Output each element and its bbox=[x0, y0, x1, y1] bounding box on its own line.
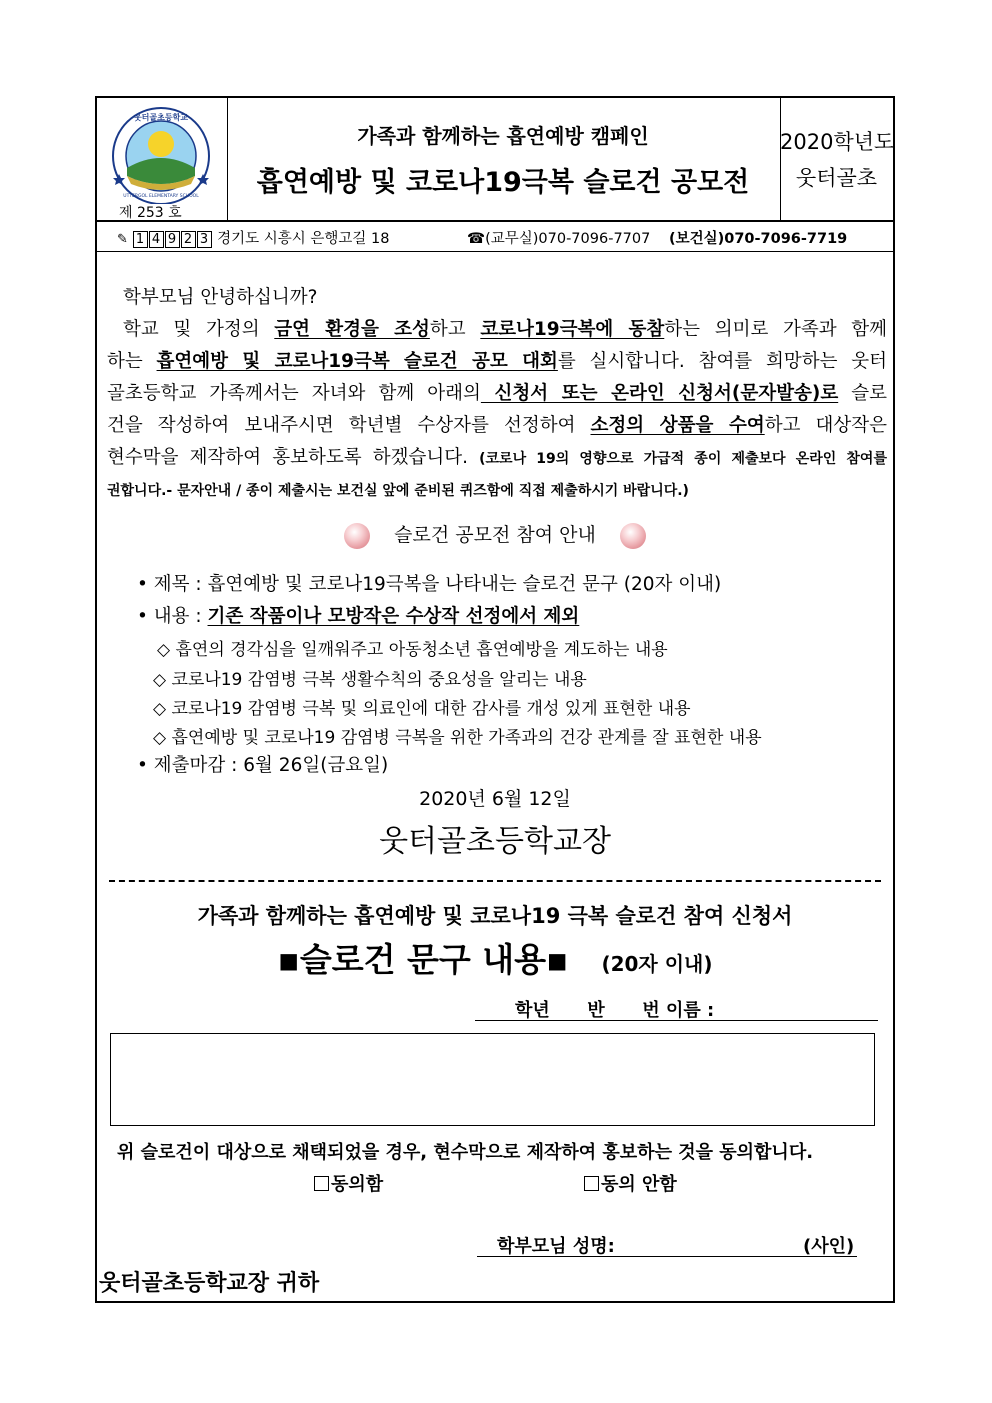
consent-text: 위 슬로건이 대상으로 채택되었을 경우, 현수막으로 제작하여 홍보하는 것을 동의합니다. bbox=[117, 1142, 814, 1163]
school-year: 2020학년도 bbox=[780, 130, 895, 154]
postal-digit: 9 bbox=[165, 231, 180, 248]
intro-note: (코로나 19의 영향으로 가급적 종이 제출보다 온라인 참여를 bbox=[479, 451, 887, 467]
office-phone: (교무실)070-7096-7707 bbox=[485, 231, 651, 247]
intro-text: 하는 bbox=[107, 351, 157, 372]
intro-text: 학교 및 가정의 bbox=[123, 319, 275, 340]
guide-item-3: ◇ 코로나19 감염병 극복 및 의료인에 대한 감사를 개성 있게 표현한 내용 bbox=[153, 699, 691, 719]
addressee: 웃터골초등학교장 귀하 bbox=[99, 1271, 320, 1296]
logo-text: 웃터골초등학교 bbox=[133, 113, 189, 122]
guide-bullet-content bbox=[137, 602, 579, 628]
guide-title-row bbox=[97, 520, 893, 549]
phone-section bbox=[467, 227, 847, 248]
document-frame bbox=[95, 96, 895, 1303]
pearl-icon bbox=[344, 523, 370, 549]
intro-line-5 bbox=[107, 442, 887, 475]
postal-section bbox=[117, 227, 389, 248]
intro-text: 슬로 bbox=[838, 383, 887, 404]
intro-emphasis: 금연 환경을 조성 bbox=[274, 319, 430, 340]
agree-checkbox[interactable] bbox=[314, 1176, 329, 1191]
address-bar bbox=[97, 220, 893, 252]
seal-label: (사인) bbox=[803, 1236, 855, 1257]
parent-signature-line[interactable] bbox=[477, 1232, 857, 1257]
parent-sign-label: 학부모님 성명: bbox=[497, 1236, 615, 1257]
intro-text: 골초등학교 가족께서는 자녀와 함께 아래의 bbox=[107, 383, 481, 404]
guide-item-1: ◇ 흡연의 경각심을 일깨워주고 아동청소년 흡연예방을 계도하는 내용 bbox=[157, 640, 668, 660]
student-info-label: 학년 반 번 이름 : bbox=[515, 1000, 715, 1021]
guide-bullet-deadline: • 제출마감 : 6월 26일(금요일) bbox=[137, 755, 389, 776]
pearl-icon bbox=[620, 523, 646, 549]
slogan-input-box[interactable] bbox=[110, 1033, 875, 1126]
guide-exclusion-note: 기존 작품이나 모방작은 수상작 선정에서 제외 bbox=[207, 606, 580, 627]
intro-line-6: 권합니다.- 문자안내 / 종이 제출시는 보건실 앞에 준비된 퀴즈함에 직접 제출하시기 바랍니다.) bbox=[107, 483, 689, 499]
agree-option[interactable] bbox=[314, 1170, 383, 1196]
postal-digit: 3 bbox=[197, 231, 212, 248]
school-short-name: 웃터골초 bbox=[795, 166, 878, 190]
guide-label: • 내용 : bbox=[137, 606, 208, 627]
greeting: 학부모님 안녕하십니까? bbox=[123, 287, 318, 308]
intro-text: 하고 대상작은 bbox=[764, 415, 887, 436]
intro-text: 현수막을 제작하여 홍보하도록 하겠습니다. bbox=[107, 447, 480, 468]
intro-text: 하는 의미로 가족과 함께 bbox=[664, 319, 888, 340]
student-info-line[interactable] bbox=[475, 996, 878, 1021]
main-title: 흡연예방 및 코로나19극복 슬로건 공모전 bbox=[256, 167, 750, 198]
intro-line-4 bbox=[107, 410, 887, 442]
agree-label: 동의함 bbox=[331, 1174, 384, 1195]
cut-line bbox=[109, 880, 881, 882]
intro-text: 건을 작성하여 보내주시면 학년별 수상자를 선정하여 bbox=[107, 415, 591, 436]
address-text: 경기도 시흥시 은행고길 18 bbox=[217, 231, 390, 247]
guide-title: 슬로건 공모전 참여 안내 bbox=[394, 524, 596, 546]
intro-emphasis: 신청서 또는 온라인 신청서(문자발송)로 bbox=[480, 383, 839, 404]
intro-section bbox=[107, 282, 887, 507]
intro-text: 하고 bbox=[429, 319, 481, 340]
logo-subtext: UTTERGOL ELEMENTARY SCHOOL bbox=[123, 194, 199, 199]
disagree-label: 동의 안함 bbox=[601, 1174, 677, 1195]
header-divider-left bbox=[227, 98, 228, 220]
form-heading-note: (20자 이내) bbox=[601, 952, 713, 976]
guide-item-2: ◇ 코로나19 감염병 극복 생활수칙의 중요성을 알리는 내용 bbox=[153, 670, 587, 690]
form-heading: ▪슬로건 문구 내용▪ bbox=[277, 940, 569, 979]
disagree-checkbox[interactable] bbox=[584, 1176, 599, 1191]
intro-line-1 bbox=[107, 314, 887, 346]
school-logo bbox=[111, 106, 211, 204]
intro-line-2 bbox=[107, 346, 887, 378]
campaign-subtitle: 가족과 함께하는 흡연예방 캠페인 bbox=[357, 124, 649, 148]
header-divider-right bbox=[780, 98, 781, 220]
notice-date: 2020년 6월 12일 bbox=[419, 788, 571, 810]
disagree-option[interactable] bbox=[584, 1170, 677, 1196]
intro-text: 를 실시합니다. 참여를 희망하는 웃터 bbox=[557, 351, 887, 372]
postal-digit: 4 bbox=[149, 231, 164, 248]
health-phone: (보건실)070-7096-7719 bbox=[668, 231, 848, 247]
form-heading-row bbox=[97, 934, 893, 981]
guide-item-4: ◇ 흡연예방 및 코로나19 감염병 극복을 위한 가족과의 건강 관계를 잘 표현한 내용 bbox=[153, 728, 762, 748]
form-title: 가족과 함께하는 흡연예방 및 코로나19 극복 슬로건 참여 신청서 bbox=[197, 904, 793, 928]
intro-emphasis: 흡연예방 및 코로나19극복 슬로건 공모 대회 bbox=[156, 351, 558, 372]
issue-number: 제 253 호 bbox=[119, 205, 182, 221]
postal-icon: ✎ bbox=[117, 232, 128, 247]
guide-bullet-title: • 제목 : 흡연예방 및 코로나19극복을 나타내는 슬로건 문구 (20자 이내) bbox=[137, 574, 722, 595]
intro-line-3 bbox=[107, 378, 887, 410]
postal-digit: 1 bbox=[133, 231, 148, 248]
intro-emphasis: 코로나19극복에 동참 bbox=[480, 319, 665, 340]
phone-icon: ☎ bbox=[467, 231, 486, 247]
intro-emphasis: 소정의 상품을 수여 bbox=[590, 415, 765, 436]
principal-name: 웃터골초등학교장 bbox=[379, 824, 611, 859]
postal-digit: 2 bbox=[181, 231, 196, 248]
header bbox=[97, 98, 893, 222]
postal-code bbox=[133, 231, 213, 247]
